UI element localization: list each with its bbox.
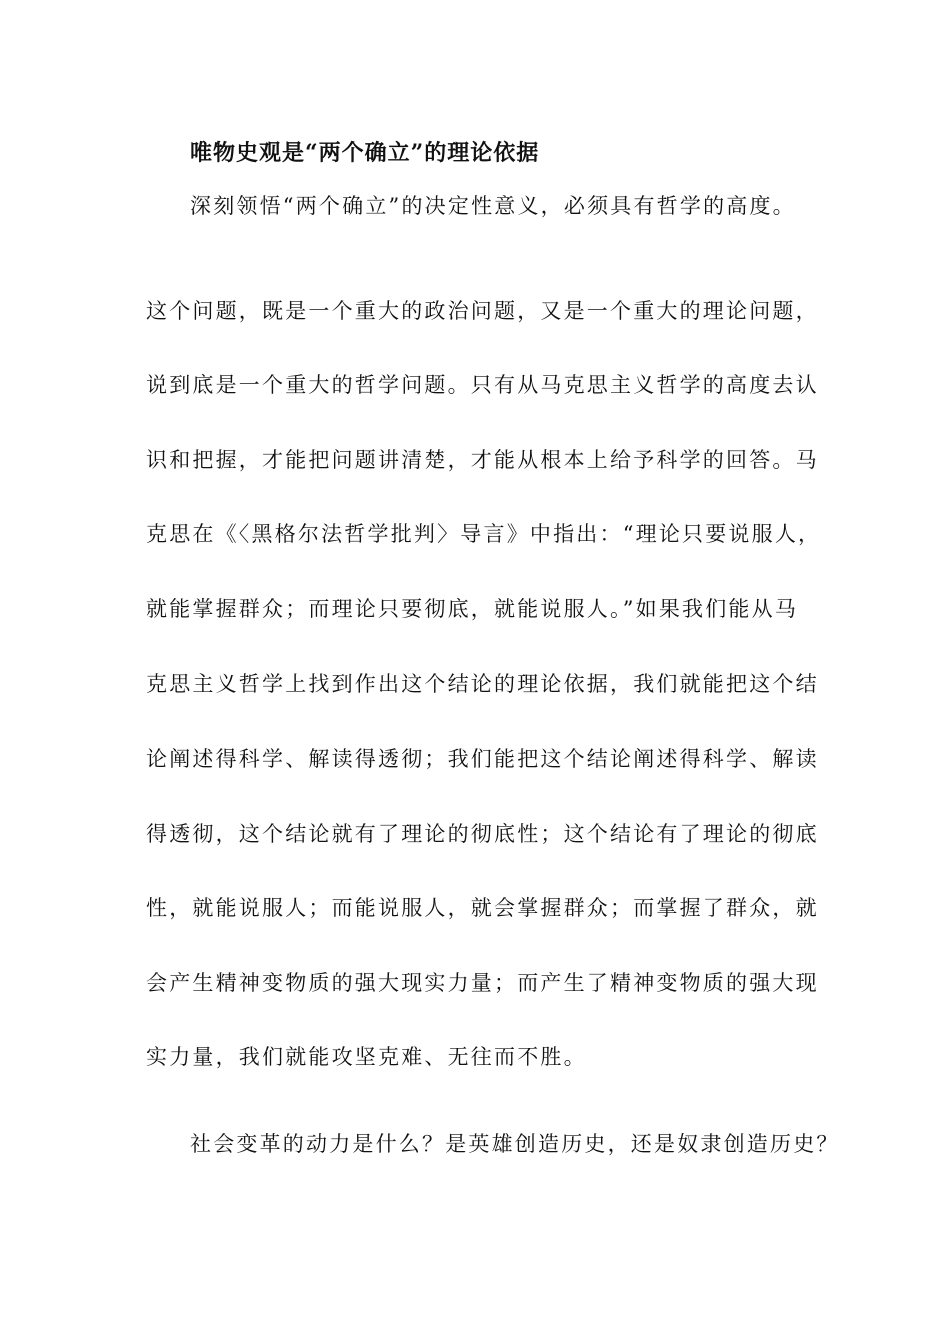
paragraph-line: 克思主义哲学上找到作出这个结论的理论依据，我们就能把这个结: [146, 672, 819, 696]
paragraph-line: 识和把握，才能把问题讲清楚，才能从根本上给予科学的回答。马: [146, 448, 819, 472]
paragraph-line: 会产生精神变物质的强大现实力量；而产生了精神变物质的强大现: [146, 971, 819, 995]
paragraph-line: 性，就能说服人；而能说服人，就会掌握群众；而掌握了群众，就: [146, 896, 819, 920]
paragraph-line: 克思在《〈黑格尔法哲学批判〉导言》中指出：“理论只要说服人，: [146, 522, 822, 546]
paragraph-line: 论阐述得科学、解读得透彻；我们能把这个结论阐述得科学、解读: [146, 747, 819, 771]
paragraph-line: 得透彻，这个结论就有了理论的彻底性；这个结论有了理论的彻底: [146, 822, 819, 846]
paragraph-line: 说到底是一个重大的哲学问题。只有从马克思主义哲学的高度去认: [146, 373, 819, 397]
paragraph-line: 就能掌握群众；而理论只要彻底，就能说服人。”如果我们能从马: [146, 597, 799, 621]
paragraph-line: 社会变革的动力是什么？是英雄创造历史，还是奴隶创造历史？: [190, 1132, 840, 1156]
paragraph-line: 实力量，我们就能攻坚克难、无往而不胜。: [146, 1045, 587, 1069]
paragraph-line: 深刻领悟“两个确立”的决定性意义，必须具有哲学的高度。: [190, 194, 796, 218]
paragraph-line: 这个问题，既是一个重大的政治问题，又是一个重大的理论问题，: [146, 299, 819, 323]
document-title: 唯物史观是“两个确立”的理论依据: [190, 140, 540, 166]
